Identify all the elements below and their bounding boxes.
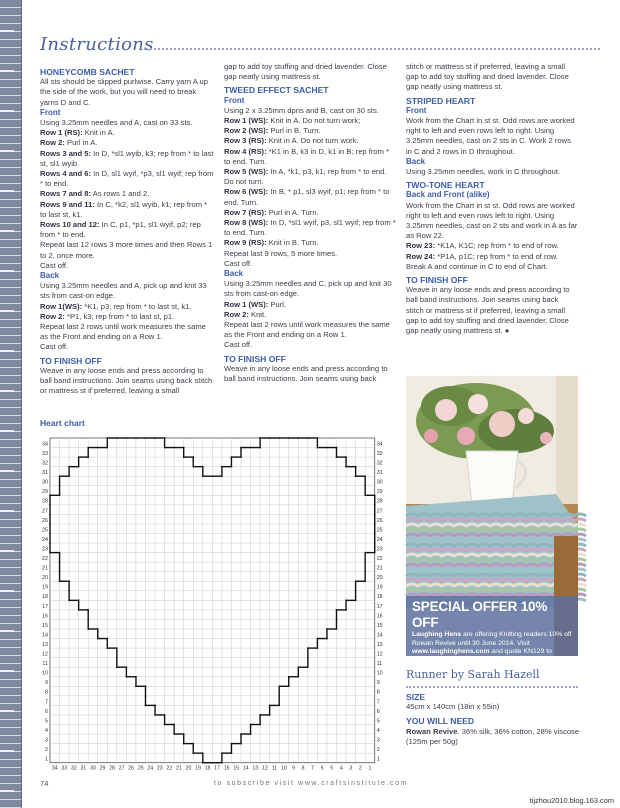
- row-label: Row 1(WS):: [40, 301, 83, 311]
- row-label-right: 32: [376, 460, 383, 467]
- pattern-row: Rows 4 and 6: In D, sl1 wyif, *p3, sl1 wyif; rep from * to end.: [40, 169, 214, 189]
- row-label-left: 16: [42, 613, 48, 620]
- column-label: 24: [147, 765, 154, 772]
- row-label-right: 31: [376, 470, 383, 477]
- row-label: Row 2:: [40, 311, 65, 321]
- column-label: 27: [118, 765, 125, 772]
- ruler-tick: [0, 590, 14, 592]
- you-will-need-label: YOU WILL NEED: [406, 716, 475, 727]
- column-label: 30: [90, 765, 96, 772]
- subsection-heading: Back and Front (alike): [406, 190, 490, 200]
- section-heading: STRIPED HEART: [406, 95, 476, 106]
- ruler-tick: [0, 750, 14, 752]
- row-label-right: 11: [376, 661, 383, 668]
- row-label-right: 12: [376, 651, 383, 658]
- pattern-row: Row 8 (WS): In D, *sl1 wyif, p3, sl1 wyif; rep from * to end. Turn.: [224, 218, 396, 238]
- column-label: 17: [214, 765, 221, 772]
- row-label-right: 27: [376, 508, 383, 515]
- paragraph: Cast off.: [224, 258, 253, 268]
- page-number: 74: [40, 779, 49, 788]
- row-label-left: 31: [42, 470, 48, 477]
- pattern-row: Row 1 (WS): Purl.: [224, 299, 287, 309]
- row-label-left: 18: [42, 594, 48, 601]
- pattern-row: Row 7 (RS): Purl in A. Turn.: [224, 207, 319, 217]
- row-label-left: 19: [42, 584, 48, 591]
- row-label-left: 1: [45, 756, 48, 763]
- ruler-tick: [0, 550, 14, 552]
- column-label: 23: [156, 765, 163, 772]
- column-label: 15: [233, 765, 240, 772]
- pattern-row: Row 2 (WS): Purl in B. Turn.: [224, 126, 321, 136]
- subsection-heading: Front: [224, 95, 245, 105]
- column-label: 3: [349, 765, 353, 772]
- column-label: 4: [339, 765, 343, 772]
- paragraph: Cast off.: [224, 340, 253, 350]
- row-label: Row 6 (WS):: [224, 187, 269, 197]
- row-label: Rows 4 and 6:: [40, 169, 92, 179]
- row-label-left: 15: [42, 622, 48, 629]
- paragraph: Repeat last 2 rows until work measures the same as the Front and ending on a Row 1.: [224, 320, 390, 340]
- row-label-left: 34: [42, 441, 48, 448]
- paragraph: Repeat last 12 rows 3 more times and then Rows 1 to 2, once more.: [40, 240, 213, 260]
- column-label: 13: [252, 765, 259, 772]
- row-label: Row 4 (RS):: [224, 146, 267, 156]
- column-label: 32: [70, 765, 77, 772]
- row-label: Row 2:: [224, 309, 249, 319]
- pattern-row: Row 23: *K1A, K1C; rep from * to end of row.: [406, 241, 559, 251]
- pattern-row: Row 3 (RS): Knit in A. Do not turn work.: [224, 136, 359, 146]
- ruler-tick: [0, 70, 14, 72]
- runner-heading: Runner by Sarah Hazell: [406, 668, 578, 688]
- offer-headline: SPECIAL OFFER 10% OFF: [412, 599, 548, 630]
- row-label: Row 23:: [406, 241, 436, 251]
- section-heading: TWO-TONE HEART: [406, 180, 485, 191]
- ruler-tick: [0, 230, 14, 232]
- pattern-row: Row 9 (RS): Knit in B. Turn.: [224, 238, 319, 248]
- row-label-right: 1: [376, 756, 380, 763]
- column-label: 26: [128, 765, 135, 772]
- offer-brand: Laughing Hens: [412, 631, 462, 638]
- row-label-right: 33: [376, 450, 383, 457]
- special-offer-box: SPECIAL OFFER 10% OFF Laughing Hens are offering Knitting readers 10% off Rowan Revive until 30 June 2014. Visit www.laughinghens.com and quote KN129 to receive your discount.: [406, 596, 578, 656]
- row-label: Rows 9 and 11:: [40, 199, 95, 209]
- row-label-left: 28: [42, 498, 48, 505]
- row-label: Row 24:: [406, 251, 436, 261]
- row-label-right: 25: [376, 527, 383, 534]
- ruler-tick: [0, 310, 14, 312]
- row-label-left: 8: [45, 689, 48, 696]
- watermark: tijzhou2010.blog.163.com: [529, 796, 614, 805]
- row-label-right: 6: [376, 708, 380, 715]
- row-label-left: 20: [42, 575, 48, 582]
- column-label: 25: [137, 765, 144, 772]
- paragraph: Weave in any loose ends and press according to ball band instructions. Join seams using back stitch or mattress st if preferred, leaving a small: [40, 365, 213, 396]
- row-label-right: 18: [376, 594, 383, 601]
- column-label: 18: [204, 765, 211, 772]
- pattern-row: Row 1(WS): *K1, p3; rep from * to last st, k1.: [40, 301, 192, 311]
- paragraph: Weave in any loose ends and press according to ball band instructions. Join seams using back: [224, 363, 388, 384]
- column-label: 10: [281, 765, 287, 772]
- ruler-tick: [0, 630, 14, 632]
- ruler-tick: [0, 710, 14, 712]
- row-label-right: 10: [376, 670, 383, 677]
- row-label-left: 4: [45, 727, 48, 734]
- ruler-tick: [0, 270, 14, 272]
- row-label-left: 30: [42, 479, 48, 486]
- row-label: Row 7 (RS):: [224, 207, 267, 217]
- pattern-row: Row 24: *P1A, p1C; rep from * to end of row.: [406, 251, 558, 261]
- row-label: Row 1 (WS):: [224, 116, 269, 126]
- row-label-left: 3: [45, 737, 48, 744]
- row-label-right: 13: [376, 641, 383, 648]
- row-label-right: 34: [376, 441, 383, 448]
- ruler-tick: [0, 390, 14, 392]
- size-value: 45cm x 140cm (18in x 55in): [406, 702, 500, 712]
- row-label-left: 17: [42, 603, 48, 610]
- row-label-left: 27: [42, 508, 48, 515]
- section-heading: HONEYCOMB SACHET: [40, 67, 135, 77]
- section-heading: TO FINISH OFF: [406, 275, 468, 286]
- page-footer: to subscribe visit www.craftsinstitute.com: [214, 780, 409, 787]
- pattern-row: Rows 3 and 5: In D, *sl1 wyib, k3; rep from * to last st, sl1 wyib.: [40, 148, 214, 168]
- pattern-row: Row 5 (WS): In A, *k1, p3, k1; rep from * to end. Do not turn.: [224, 167, 387, 187]
- column-label: 5: [330, 765, 334, 772]
- heart-chart: [38, 438, 398, 772]
- row-label: Row 3 (RS):: [224, 136, 267, 146]
- paragraph: Using 3.25mm needles, work in C throughout.: [406, 167, 561, 177]
- chart-title: Heart chart: [40, 418, 85, 428]
- column-label: 28: [109, 765, 115, 772]
- row-label: Rows 7 and 8:: [40, 189, 92, 199]
- column-label: 21: [176, 765, 182, 772]
- row-label-right: 30: [376, 479, 383, 486]
- row-label-right: 29: [376, 489, 383, 496]
- row-label-right: 17: [376, 603, 383, 610]
- row-label-left: 29: [42, 489, 48, 496]
- paragraph: Weave in any loose ends and press according to ball band instructions. Join seams using back stitch or mattress st if preferred, leaving a small gap to add toy stuffing and dried lavender. Close gap neatly using mattress st. ●: [406, 285, 570, 336]
- row-label-right: 21: [376, 565, 383, 572]
- runner-details: SIZE 45cm x 140cm (18in x 55in) YOU WILL NEED Rowan Revive. 36% silk, 36% cotton, 28% viscose (125m per 50g): [406, 692, 580, 746]
- row-label-right: 26: [376, 517, 383, 524]
- row-label-left: 25: [42, 527, 48, 534]
- paragraph: Using 3.25mm needles and A, pick up and knit 33 sts from cast-on edge.: [40, 281, 207, 301]
- row-label-left: 14: [42, 632, 48, 639]
- row-label-right: 15: [376, 622, 383, 629]
- column-label: 9: [292, 765, 295, 772]
- ruler-tick: [0, 350, 14, 352]
- row-label-right: 24: [376, 536, 383, 543]
- ruler-tick: [0, 470, 14, 472]
- subsection-heading: Front: [406, 105, 427, 115]
- row-label-left: 12: [42, 651, 48, 658]
- row-label-right: 8: [376, 689, 380, 696]
- paragraph: Using 2 x 3.25mm dpns and B, cast on 30 sts.: [224, 105, 379, 115]
- column-hearts: [406, 62, 578, 336]
- paragraph: Repeat last 2 rows until work measures the same as the Front and ending on a Row 1.: [40, 322, 206, 342]
- column-label: 14: [242, 765, 249, 772]
- size-label: SIZE: [406, 692, 426, 702]
- column-honeycomb: [40, 64, 215, 397]
- pattern-row: Row 6 (WS): In B, * p1, sl3 wyif, p1; rep from * to end. Turn.: [224, 187, 390, 207]
- column-label: 12: [261, 765, 268, 772]
- subsection-heading: Back: [406, 156, 426, 166]
- row-label-left: 26: [42, 517, 48, 524]
- row-label-left: 24: [42, 536, 48, 543]
- row-label-left: 21: [42, 565, 48, 572]
- row-label-left: 10: [42, 670, 48, 677]
- row-label: Row 2:: [40, 138, 65, 148]
- column-tweed: [224, 62, 396, 384]
- paragraph: Using 3.25mm needles and A, cast on 33 sts.: [40, 118, 193, 128]
- pattern-row: Row 4 (RS): *K1 in B, k3 in D, k1 in B; rep from * to end. Turn.: [224, 146, 390, 166]
- row-label-left: 6: [45, 708, 48, 715]
- paragraph: Using 3.25mm needles and C, pick up and knit 30 sts from cast-on edge.: [224, 279, 392, 299]
- row-label-left: 22: [42, 556, 48, 563]
- title-divider: [146, 48, 600, 50]
- ruler-tick: [0, 110, 14, 112]
- row-label-left: 5: [45, 718, 48, 725]
- page-edge-ruler: [0, 0, 22, 808]
- ruler-tick: [0, 510, 14, 512]
- yarn-brand: Rowan Revive: [406, 726, 458, 736]
- offer-link[interactable]: www.laughinghens.com: [412, 648, 490, 656]
- column-label: 7: [311, 765, 315, 772]
- row-label-right: 7: [376, 699, 380, 706]
- row-label: Rows 3 and 5:: [40, 148, 92, 158]
- pattern-row: Row 1 (RS): Knit in A.: [40, 128, 115, 138]
- row-label-left: 13: [42, 641, 48, 648]
- row-label-right: 3: [376, 737, 380, 744]
- pattern-row: Row 1 (WS): Knit in A. Do not turn work;: [224, 116, 361, 126]
- section-heading: TO FINISH OFF: [224, 353, 286, 364]
- paragraph: Work from the Chart in st st. Odd rows are worked right to left and even rows left to right. Using 3.25mm needles, cast on 2 sts and work in A as far as Row 22.: [406, 200, 578, 241]
- row-label-left: 32: [42, 460, 48, 467]
- paragraph: stitch or mattress st if preferred, leaving a small gap to add toy stuffing and dried lavender. Close gap neatly using mattress st.: [406, 62, 569, 92]
- paragraph: Cast off.: [40, 260, 69, 270]
- row-label-left: 11: [42, 661, 48, 668]
- paragraph: Repeat last 9 rows, 5 more times.: [224, 248, 338, 258]
- row-label-right: 9: [376, 680, 380, 687]
- column-label: 8: [301, 765, 305, 772]
- column-label: 6: [320, 765, 324, 772]
- page-title: Instructions: [40, 34, 154, 55]
- row-label: Row 5 (WS):: [224, 167, 269, 177]
- ruler-tick: [0, 670, 14, 672]
- row-label-left: 9: [45, 680, 48, 687]
- column-label: 1: [368, 765, 372, 772]
- row-label-left: 7: [45, 699, 48, 706]
- column-label: 2: [358, 765, 362, 772]
- column-label: 33: [61, 765, 68, 772]
- pattern-row: Rows 10 and 12: In C, p1, *p1, sl1 wyif, p2; rep from * to end.: [40, 220, 201, 240]
- row-label-right: 19: [376, 584, 383, 591]
- row-label-right: 4: [376, 727, 380, 734]
- ruler-tick: [0, 30, 14, 32]
- column-label: 29: [99, 765, 106, 772]
- row-label-left: 33: [42, 450, 48, 457]
- pattern-row: Rows 7 and 8: As rows 1 and 2.: [40, 189, 150, 199]
- ruler-tick: [0, 430, 14, 432]
- row-label: Row 1 (RS):: [40, 128, 83, 138]
- ruler-tick: [0, 790, 14, 792]
- column-label: 31: [80, 765, 87, 772]
- row-label-right: 16: [376, 613, 383, 620]
- column-label: 34: [51, 765, 58, 772]
- column-label: 11: [271, 765, 278, 772]
- row-label: Rows 10 and 12:: [40, 220, 100, 230]
- row-label: Row 2 (WS):: [224, 126, 269, 136]
- paragraph: gap to add toy stuffing and dried lavender. Close gap neatly using mattress st.: [224, 62, 387, 82]
- row-label: Row 8 (WS):: [224, 218, 269, 228]
- row-label-right: 22: [376, 556, 383, 563]
- subsection-heading: Front: [40, 107, 61, 117]
- row-label-right: 2: [376, 747, 380, 754]
- row-label: Row 1 (WS):: [224, 299, 269, 309]
- pattern-row: Row 2: *P1, k3; rep from * to last st, p1.: [40, 311, 175, 321]
- row-label-left: 2: [45, 747, 48, 754]
- row-label-right: 20: [376, 575, 383, 582]
- column-label: 22: [166, 765, 173, 772]
- paragraph: All sts should be slipped purlwise. Carry yarn A up the side of the work, but you will need to break yarns D and C.: [40, 77, 208, 107]
- ruler-tick: [0, 190, 14, 192]
- paragraph: Cast off.: [40, 342, 69, 352]
- ruler-tick: [0, 150, 14, 152]
- row-label: Row 9 (RS):: [224, 238, 267, 248]
- row-label-right: 23: [376, 546, 383, 553]
- pattern-row: Rows 9 and 11: In C, *k2, sl1 wyib, k1; rep from * to last st, k1.: [40, 199, 208, 219]
- row-label-right: 14: [376, 632, 383, 639]
- section-heading: TWEED EFFECT SACHET: [224, 85, 329, 96]
- column-label: 20: [185, 765, 192, 772]
- pattern-row: Row 2: Purl in A.: [40, 138, 98, 148]
- column-label: 19: [195, 765, 201, 772]
- paragraph: Work from the Chart in st st. Odd rows are worked right to left and even rows left to right. Using 3.25mm needles, cast on 2 sts in C. Work 2 rows in C and 2 rows in D throughout.: [406, 116, 575, 156]
- paragraph: Break A and continue in C to end of Chart.: [406, 261, 548, 271]
- column-label: 16: [223, 765, 230, 772]
- row-label-left: 23: [42, 546, 48, 553]
- subsection-heading: Back: [40, 271, 60, 281]
- pattern-row: Row 2: Knit.: [224, 309, 267, 319]
- row-label-right: 28: [376, 498, 383, 505]
- section-heading: TO FINISH OFF: [40, 355, 102, 366]
- subsection-heading: Back: [224, 269, 244, 279]
- row-label-right: 5: [376, 718, 380, 725]
